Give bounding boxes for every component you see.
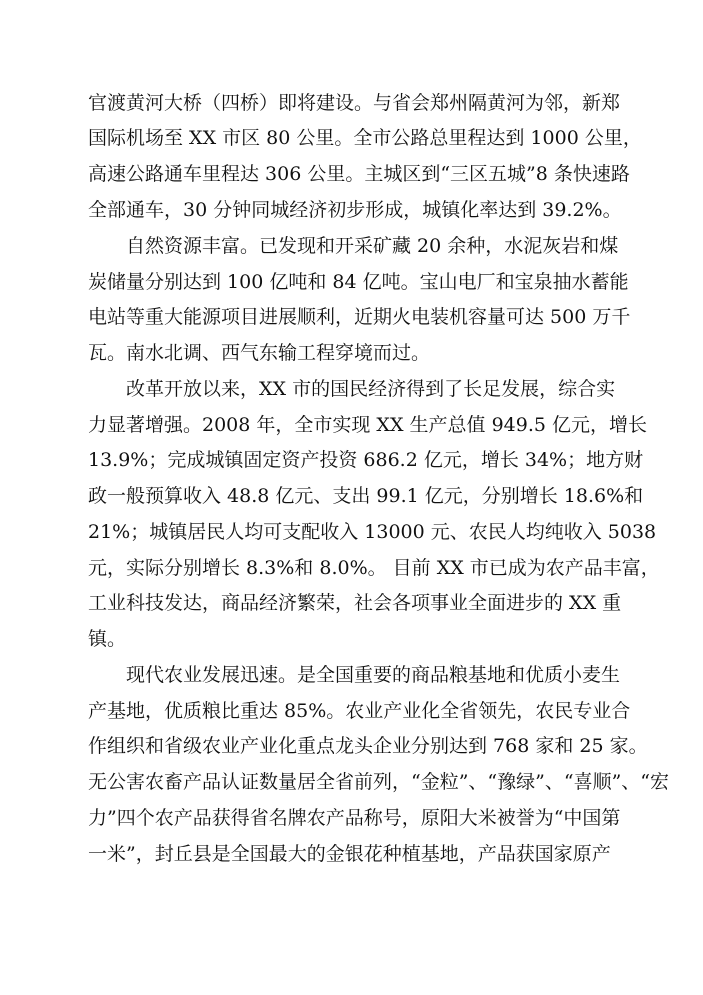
text-line: 政一般预算收入 48.8 亿元、支出 99.1 亿元，分别增长 18.6%和 <box>88 485 644 507</box>
text-line: 元，实际分别增长 8.3%和 8.0%。 目前 XX 市已成为农产品丰富， <box>88 557 660 579</box>
paragraph-first-line: 现代农业发展迅速。是全国重要的商品粮基地和优质小麦生 <box>126 664 621 686</box>
text-line: 全部通车，30 分钟同城经济初步形成，城镇化率达到 39.2%。 <box>88 199 622 221</box>
text-line: 官渡黄河大桥（四桥）即将建设。与省会郑州隔黄河为邻，新郑 <box>88 92 621 114</box>
text-line: 作组织和省级农业产业化重点龙头企业分别达到 768 家和 25 家。 <box>88 735 648 757</box>
text-line: 产基地，优质粮比重达 85%。农业产业化全省领先，农民专业合 <box>88 700 631 722</box>
text-line: 13.9%；完成城镇固定资产投资 686.2 亿元，增长 34%；地方财 <box>88 449 644 471</box>
text-line: 国际机场至 XX 市区 80 公里。全市公路总里程达到 1000 公里， <box>88 127 642 149</box>
text-line: 工业科技发达，商品经济繁荣，社会各项事业全面进步的 XX 重 <box>88 592 622 614</box>
text-line: 瓦。南水北调、西气东输工程穿境而过。 <box>88 342 431 364</box>
text-line: 电站等重大能源项目进展顺利，近期火电装机容量可达 500 万千 <box>88 306 631 328</box>
text-line: 炭储量分别达到 100 亿吨和 84 亿吨。宝山电厂和宝泉抽水蓄能 <box>88 271 629 293</box>
text-line: 力显著增强。2008 年，全市实现 XX 生产总值 949.5 亿元，增长 <box>88 414 647 436</box>
text-line: 力”四个农产品获得省名牌农产品称号，原阳大米被誉为“中国第 <box>88 807 621 829</box>
text-line: 无公害农畜产品认证数量居全省前列，“金粒”、“豫绿”、“喜顺”、“宏 <box>88 771 669 793</box>
text-line: 镇。 <box>88 628 127 650</box>
paragraph-first-line: 改革开放以来，XX 市的国民经济得到了长足发展，综合实 <box>126 378 616 400</box>
paragraph-first-line: 自然资源丰富。已发现和开采矿藏 20 余种，水泥灰岩和煤 <box>126 235 619 257</box>
text-line: 21%；城镇居民人均可支配收入 13000 元、农民人均纯收入 5038 <box>88 521 657 543</box>
text-line: 高速公路通车里程达 306 公里。主城区到“三区五城”8 条快速路 <box>88 163 630 185</box>
text-line: 一米”，封丘县是全国最大的金银花种植基地，产品获国家原产 <box>88 843 611 865</box>
